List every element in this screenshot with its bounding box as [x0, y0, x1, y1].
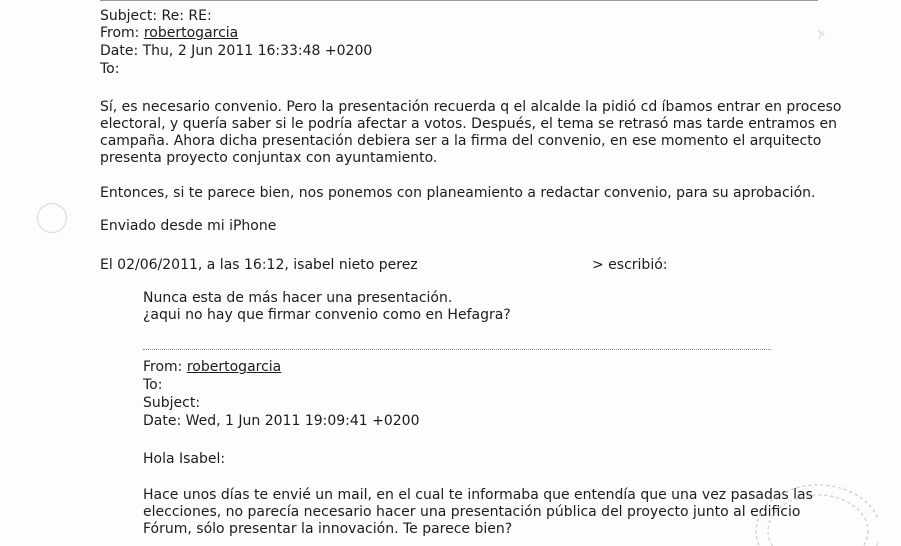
greeting: Hola Isabel:: [143, 451, 226, 467]
top-divider: [100, 0, 818, 1]
original-from: [143, 359, 281, 375]
body-line: presenta proyecto conjuntax con ayuntamiento.: [100, 150, 438, 166]
original-from-label: From:: [143, 359, 187, 375]
reply-date: Date: Thu, 2 Jun 2011 16:33:48 +0200: [100, 43, 373, 59]
quote-divider: [143, 349, 771, 350]
message-line: Fórum, sólo presentar la innovación. Te parece bien?: [143, 521, 513, 537]
body-line: Sí, es necesario convenio. Pero la presentación recuerda q el alcalde la pidió cd íbamos entrar en proceso: [100, 99, 842, 115]
quote-intro-right: > escribió:: [592, 257, 668, 273]
reply-to: To:: [100, 61, 120, 77]
sent-from-signature: Enviado desde mi iPhone: [100, 218, 277, 234]
reply-sender-link[interactable]: robertogarcia: [143, 25, 239, 41]
punch-hole: [37, 203, 67, 233]
original-subject: Subject:: [143, 395, 201, 411]
quote-intro-left: El 02/06/2011, a las 16:12, isabel nieto perez: [100, 257, 418, 273]
original-sender-link[interactable]: robertogarcia: [186, 359, 282, 375]
body-line-2: Entonces, si te parece bien, nos ponemos con planeamiento a redactar convenio, para su aprobación.: [100, 185, 816, 201]
body-line: campaña. Ahora dicha presentación debiera ser a la firma del convenio, en ese momento el arquitecto: [100, 133, 822, 149]
scan-speck-icon: [815, 28, 827, 42]
reply-from: [100, 25, 238, 41]
reply-subject: Subject: Re: RE:: [100, 8, 212, 24]
body-line: electoral, y quería saber si le podría afectar a votos. Después, el tema se retrasó mas tarde entramos en: [100, 116, 837, 132]
message-line: elecciones, no parecía necesario hacer una presentación pública del proyecto junto al edificio: [143, 504, 801, 520]
original-to: To:: [143, 377, 163, 393]
quote-line: ¿aqui no hay que firmar convenio como en Hefagra?: [143, 307, 511, 323]
quote-line: Nunca esta de más hacer una presentación.: [143, 290, 453, 306]
reply-from-label: From:: [100, 25, 144, 41]
message-line: Hace unos días te envié un mail, en el cual te informaba que entendía que una vez pasadas las: [143, 487, 813, 503]
original-date: Date: Wed, 1 Jun 2011 19:09:41 +0200: [143, 413, 420, 429]
